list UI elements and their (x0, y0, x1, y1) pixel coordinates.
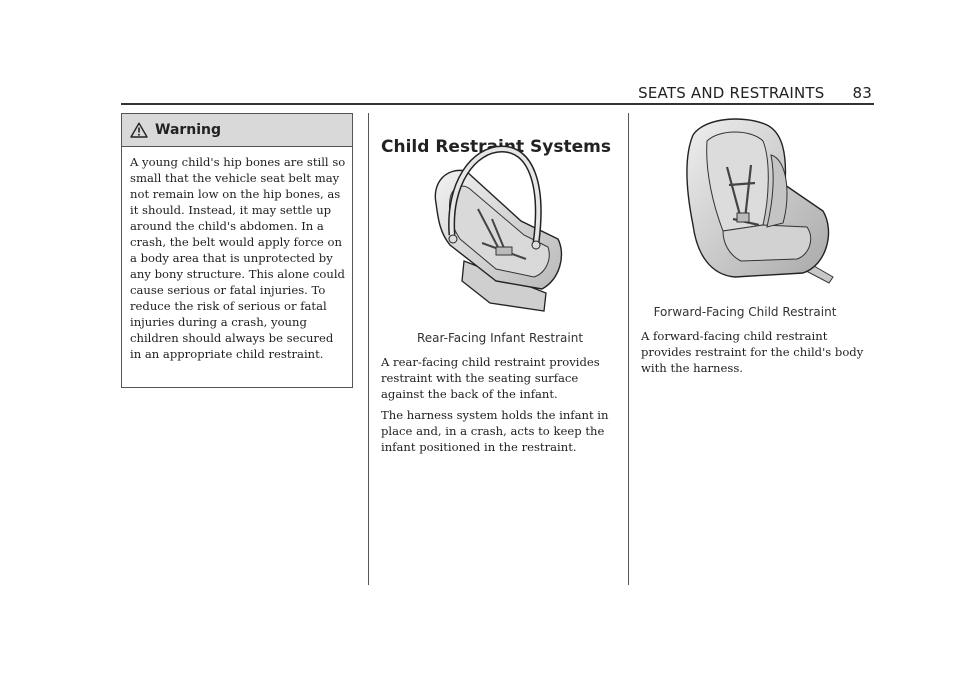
warning-box (121, 113, 353, 388)
warning-triangle-icon (130, 122, 148, 138)
warning-header (122, 114, 352, 147)
figure-caption-rear-facing: Rear-Facing Infant Restraint (416, 331, 584, 345)
paragraph-forward-facing: A forward-facing child restraint provides restraint for the child's body with the harness. (641, 329, 864, 375)
page-number: 83 (852, 84, 872, 102)
paragraph-harness: The harness system holds the infant in place and, in a crash, acts to keep the infant positioned in the restraint. (381, 408, 609, 454)
header-rule (121, 103, 874, 105)
header-section-title: SEATS AND RESTRAINTS (638, 84, 825, 102)
section-title: Child Restraint Systems (381, 137, 611, 157)
rear-facing-infant-seat-illustration (426, 143, 576, 318)
paragraph-rear-facing: A rear-facing child restraint provides restraint with the seating surface against the back of the infant. (381, 355, 600, 401)
figure-caption-forward-facing: Forward-Facing Child Restraint (653, 305, 837, 319)
column-divider-2 (628, 113, 629, 585)
forward-facing-child-seat-illustration (675, 115, 845, 290)
warning-title: Warning (155, 122, 222, 138)
warning-text: A young child's hip bones are still so small that the vehicle seat belt may not remain low on the hip bones, as it should. Instead, it may settle up around the child's abdomen. In a crash, the belt would apply force on a body area that is unprotected by any bony structure. This alone could cause serious or fatal injuries. To reduce the risk of serious or fatal injuries during a crash, young children should always be secured in an appropriate child restraint. (130, 155, 346, 361)
running-header (560, 84, 872, 102)
column-divider-1 (368, 113, 369, 585)
